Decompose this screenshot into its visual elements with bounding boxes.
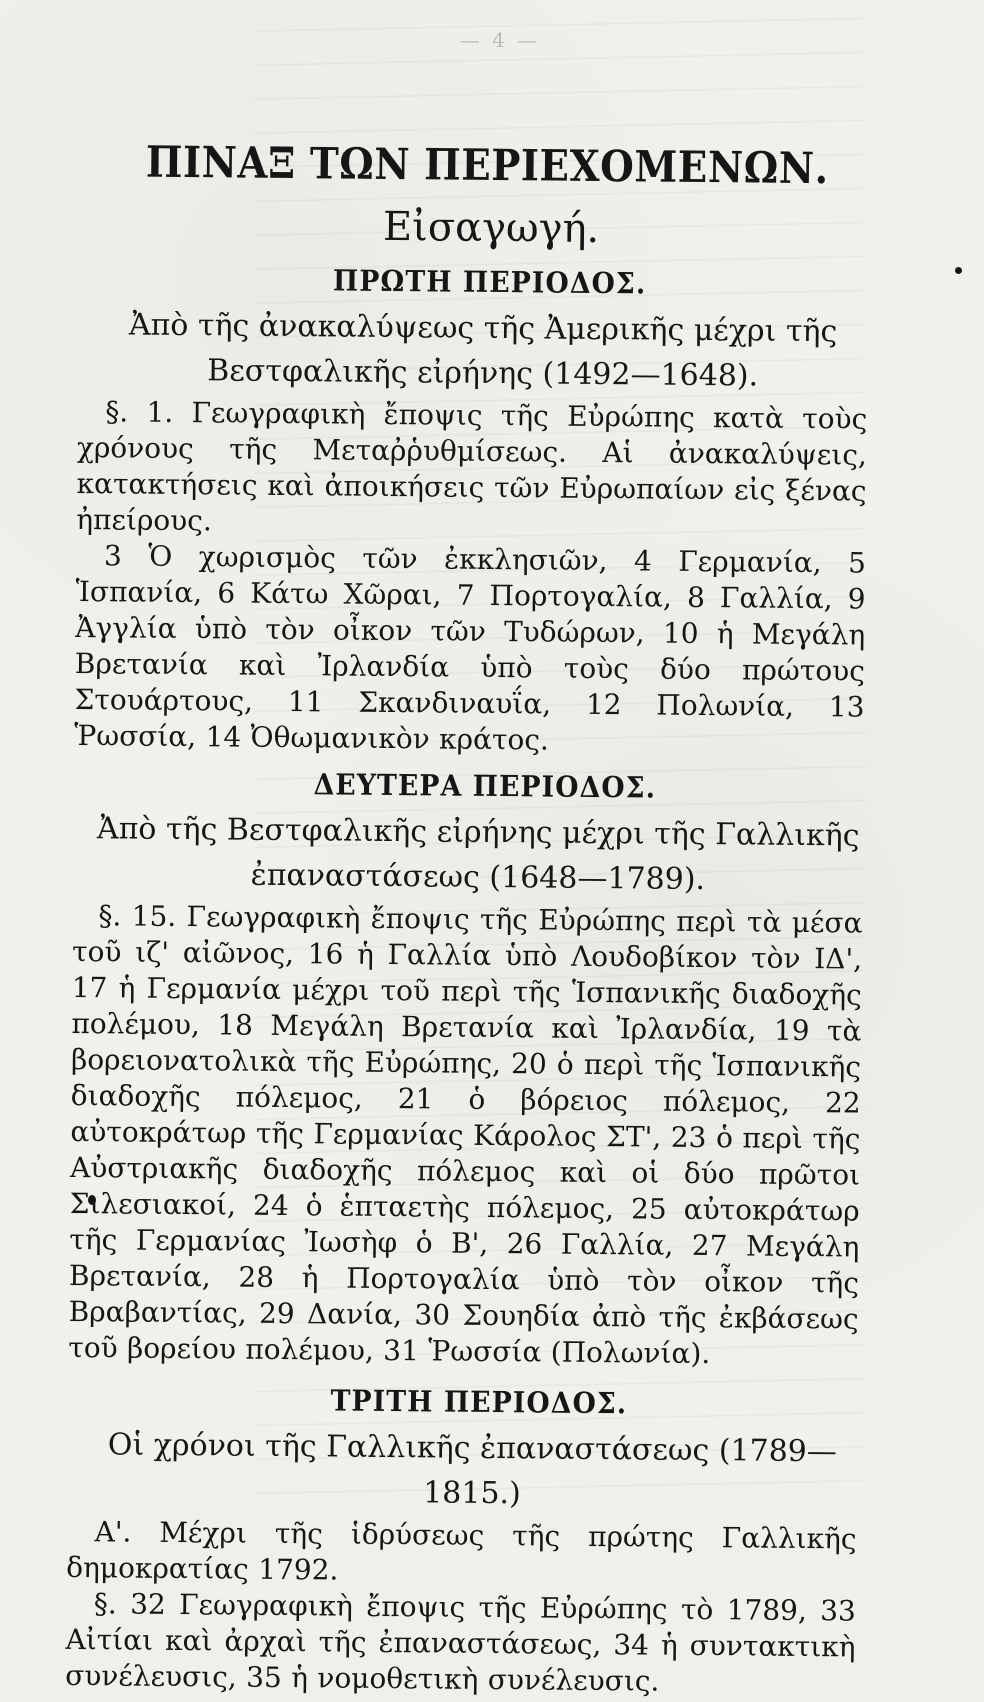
second-period-range-line-1: Ἀπὸ τῆς Βεστφαλικῆς εἰρήνης μέχρι τῆς Γαλλικῆς [96,811,860,854]
first-period-heading: ΠΡΩΤΗ ΠΕΡΙΟΔΟΣ. [332,263,647,301]
second-period-paragraph-1: §. 15. Γεωγραφικὴ ἔποψις τῆς Εὐρώπης περὶ τὰ μέσα τοῦ ιζ' αἰῶνος, 16 ἡ Γαλλία ὑπὸ Λουδοβίκον τὸν ΙΔ', 17 ἡ Γερμανία μέχρι τοῦ περὶ τῆς Ἱσπανικῆς διαδοχῆς πολέμου, 18 Μεγάλη Βρετανία καὶ Ἰρλανδία, 19 τὰ βορειονατολικὰ τῆς Εὐρώπης, 20 ὁ περὶ τῆς Ἱσπανικῆς διαδοχῆς πόλεμος, 21 ὁ βόρειος πόλεμος, 22 αὐτοκράτωρ τῆς Γερμανίας Κάρολος ΣΤ', 23 ὁ περὶ τῆς Αὐστριακῆς διαδοχῆς πόλεμος καὶ οἱ δύο πρῶτοι Σιλεσιακοί, 24 ὁ ἑπταετὴς πόλεμος, 25 αὐτοκράτωρ τῆς Γερμανίας Ἰωσὴφ ὁ Β', 26 Γαλλία, 27 Μεγάλη Βρετανία, 28 ἡ Πορτογαλία ὑπὸ τὸν οἶκον τῆς Βραβαντίας, 29 Δανία, 30 Σουηδία ἀπὸ τῆς ἐκβάσεως τοῦ βορείου πολέμου, 31 Ῥωσσία (Πολωνία). [68,899,863,1371]
third-period-section [65,1376,858,1702]
page-number-mark: — 4 — [459,28,541,52]
table-of-contents [65,132,870,1702]
ink-dot-right [955,267,962,274]
first-period-paragraph-2: 3 Ὁ χωρισμὸς τῶν ἐκκλησιῶν, 4 Γερμανία, 5 Ἱσπανία, 6 Κάτω Χῶραι, 7 Πορτογαλία, 8 Γαλλία, 9 Ἀγγλία ὑπὸ τὸν οἶκον τῶν Τυδώρων, 10 ἡ Μεγάλη Βρετανία καὶ Ἰρλανδία ὑπὸ τοὺς δύο πρώτους Στουάρτους, 11 Σκανδιναυΐα, 12 Πολωνία, 13 Ῥωσσία, 14 Ὀθωμανικὸν κράτος. [74,539,867,757]
first-period-paragraph-1: §. 1. Γεωγραφικὴ ἔποψις τῆς Εὐρώπης κατὰ τοὺς χρόνους τῆς Μεταῤῥυθμίσεως. Αἱ ἀνακαλύψεις, κατακτήσεις καὶ ἀποικήσεις τῶν Εὐρωπαίων εἰς ξένας ἠπείρους. [76,395,868,538]
third-period-paragraph-1: Α'. Μέχρι τῆς ἱδρύσεως τῆς πρώτης Γαλλικῆς δημοκρατίας 1792. [66,1515,857,1587]
document-title: ΠΙΝΑΞ ΤΩΝ ΠΕΡΙΕΧΟΜΕΝΩΝ. [145,137,829,195]
third-period-heading: ΤΡΙΤΗ ΠΕΡΙΟΔΟΣ. [330,1383,628,1421]
second-period-heading: ΔΕΥΤΕΡΑ ΠΕΡΙΟΔΟΣ. [313,767,657,805]
third-period-range [67,1422,858,1520]
third-period-paragraph-2: §. 32 Γεωγραφικὴ ἔποψις τῆς Εὐρώπης τὸ 1789, 33 Αἰτίαι καὶ ἀρχαὶ τῆς ἐπαναστάσεως, 34 ἡ συντακτικὴ συνέλευσις, 35 ἡ νομοθετικὴ συνέλευσις. [65,1587,856,1698]
first-period-range [78,302,869,400]
first-period-section [74,256,869,762]
second-period-section [68,760,864,1374]
second-period-range-line-2: ἐπαναστάσεως (1648—1789). [250,857,706,898]
first-period-range-line-1: Ἀπὸ τῆς ἀνακαλύψεως τῆς Ἀμερικῆς μέχρι τῆς [128,307,838,350]
third-period-range-line-1: Οἱ χρόνοι τῆς Γαλλικῆς ἐπαναστάσεως (1789—1815.) [107,1427,838,1512]
second-period-range [73,806,864,904]
first-period-range-line-2: Βεστφαλικῆς εἰρήνης (1492—1648). [207,353,759,394]
introduction-heading: Εἰσαγωγή. [382,203,600,252]
